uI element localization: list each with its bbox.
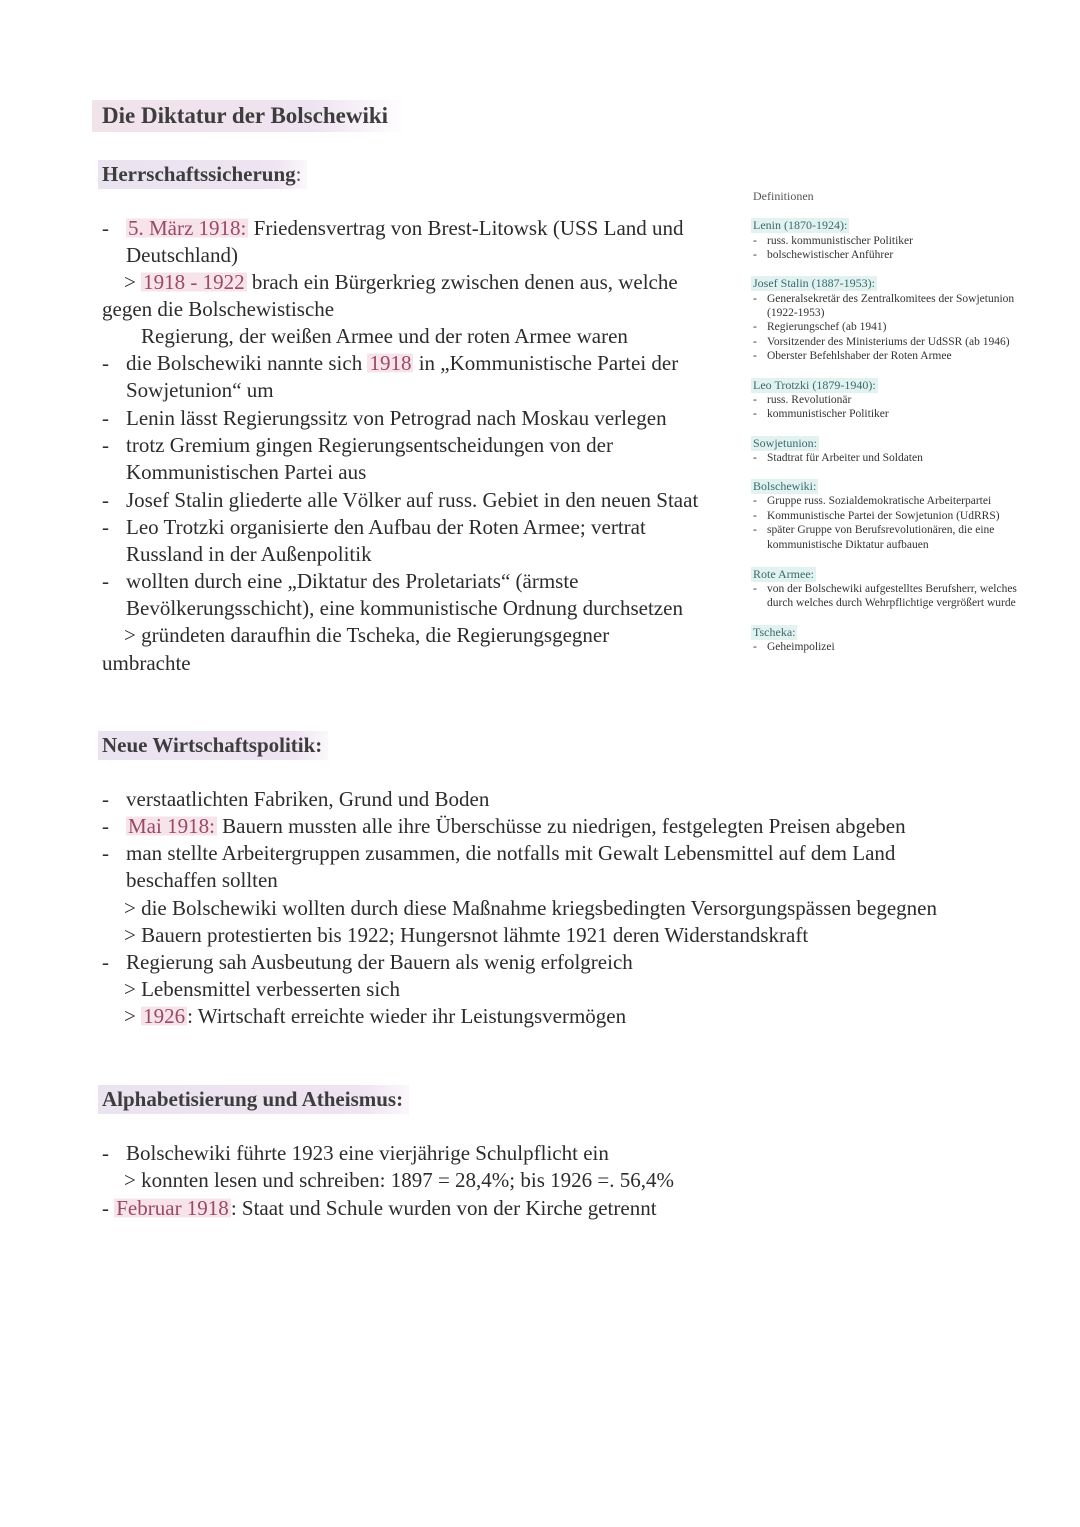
- bullet-dash: -: [102, 569, 109, 593]
- definition-heading-lenin: Lenin (1870-1924):: [753, 218, 848, 232]
- definition-heading-sowjetunion: Sowjetunion:: [753, 436, 818, 450]
- sub-item: > Bauern protestierten bis 1922; Hungersnot lähmte 1921 deren Widerstandskraft: [124, 923, 809, 947]
- definition-heading-tscheka: Tscheka:: [753, 625, 796, 639]
- date-highlight: Februar 1918: [116, 1196, 229, 1220]
- definition-item: bolschewistischer Anführer: [767, 249, 894, 261]
- bullet-dash: -: [753, 321, 757, 333]
- heading-colon: :: [295, 162, 302, 186]
- definition-item: Stadtrat für Arbeiter und Soldaten: [767, 452, 923, 464]
- bullet-dash: -: [753, 641, 757, 653]
- bullet-dash: -: [753, 495, 757, 507]
- list-item-text: Bauern mussten alle ihre Überschüsse zu niedrigen, festgelegten Preisen abgeben: [216, 814, 906, 838]
- bullet-dash: -: [753, 336, 757, 348]
- definition-heading-rote-armee: Rote Armee:: [753, 567, 814, 581]
- list-item-continuation: Sowjetunion“ um: [126, 378, 274, 402]
- section-heading-herrschaftssicherung: [98, 160, 307, 189]
- sub-item: > Lebensmittel verbesserten sich: [124, 977, 401, 1001]
- list-item-continuation: Kommunistischen Partei aus: [126, 460, 367, 484]
- definition-item: Gruppe russ. Sozialdemokratische Arbeiterpartei: [767, 495, 992, 507]
- sub-item-continuation: gegen die Bolschewistische: [102, 297, 335, 321]
- list-item-continuation: Bevölkerungsschicht), eine kommunistische Ordnung durchsetzen: [126, 596, 683, 620]
- sub-item-continuation: Regierung, der weißen Armee und der roten Armee waren: [141, 324, 628, 348]
- definition-item: russ. Revolutionär: [767, 394, 852, 406]
- list-item-continuation: Deutschland): [126, 243, 238, 267]
- bullet-dash: -: [102, 488, 109, 512]
- date-highlight: 1918: [369, 351, 412, 375]
- list-item: [126, 350, 678, 377]
- list-item-text: die Bolschewiki nannte sich: [126, 351, 368, 375]
- definition-item: russ. kommunistischer Politiker: [767, 235, 913, 247]
- list-item-continuation: Russland in der Außenpolitik: [126, 542, 372, 566]
- bullet-dash: -: [102, 216, 109, 240]
- list-item: Josef Stalin gliederte alle Völker auf russ. Gebiet in den neuen Staat: [126, 488, 699, 512]
- bullet-dash: -: [753, 583, 757, 595]
- bullet-dash: -: [753, 510, 757, 522]
- definition-item: Generalsekretär des Zentralkomitees der Sowjetunion: [767, 293, 1015, 305]
- bullet-dash: -: [753, 408, 757, 420]
- list-item: Bolschewiki führte 1923 eine vierjährige Schulpflicht ein: [126, 1141, 609, 1165]
- sub-item-continuation: umbrachte: [102, 651, 191, 675]
- list-item: Leo Trotzki organisierte den Aufbau der Roten Armee; vertrat: [126, 515, 646, 539]
- bullet-dash: -: [102, 787, 109, 811]
- list-item-text: Friedensvertrag von Brest-Litowsk (USS Land und: [248, 216, 684, 240]
- definition-item: Vorsitzender des Ministeriums der UdSSR (ab 1946): [767, 336, 1010, 348]
- bullet-dash: -: [102, 814, 109, 838]
- bullet-dash: -: [102, 841, 109, 865]
- bullet-dash: -: [753, 249, 757, 261]
- bullet-dash: -: [753, 350, 757, 362]
- sub-item: [124, 1003, 626, 1030]
- bullet-dash: -: [102, 515, 109, 539]
- definition-item: Geheimpolizei: [767, 641, 835, 653]
- definition-item: später Gruppe von Berufsrevolutionären, die eine: [767, 524, 995, 536]
- section-heading-alphabetisierung: Alphabetisierung und Atheismus:: [98, 1085, 409, 1114]
- bullet-dash: -: [102, 950, 109, 974]
- bullet-dash: -: [102, 1141, 109, 1165]
- list-item-text: : Staat und Schule wurden von der Kirche getrennt: [230, 1196, 657, 1220]
- bullet-dash: -: [753, 394, 757, 406]
- sub-item-text: brach ein Bürgerkrieg zwischen denen aus, welche: [246, 270, 678, 294]
- bullet-dash: -: [102, 351, 109, 375]
- definition-heading-trotzki: Leo Trotzki (1879-1940):: [753, 378, 876, 392]
- arrow-marker: >: [124, 1004, 142, 1028]
- definition-item: (1922-1953): [767, 307, 825, 319]
- date-highlight: 1918 - 1922: [143, 270, 245, 294]
- list-item: trotz Gremium gingen Regierungsentscheidungen von der: [126, 433, 613, 457]
- sub-item-text: : Wirtschaft erreichte wieder ihr Leistungsvermögen: [187, 1004, 627, 1028]
- list-item: [126, 215, 684, 242]
- list-item: verstaatlichten Fabriken, Grund und Boden: [126, 787, 490, 811]
- sub-item: > die Bolschewiki wollten durch diese Maßnahme kriegsbedingten Versorgungspässen begegnen: [124, 896, 937, 920]
- bullet-dash: -: [753, 293, 757, 305]
- sub-item: > konnten lesen und schreiben: 1897 = 28,4%; bis 1926 =. 56,4%: [124, 1168, 674, 1192]
- sub-item: > gründeten daraufhin die Tscheka, die Regierungsgegner: [124, 623, 610, 647]
- sub-item: [124, 269, 678, 296]
- definition-item: Regierungschef (ab 1941): [767, 321, 887, 333]
- page-title: Die Diktatur der Bolschewiki: [92, 100, 406, 132]
- definition-item: kommunistische Diktatur aufbauen: [767, 539, 929, 551]
- list-item: [126, 813, 906, 840]
- list-item-text: in „Kommunistische Partei der: [413, 351, 679, 375]
- date-highlight: 1926: [143, 1004, 186, 1028]
- definition-heading-bolschewiki: Bolschewiki:: [753, 479, 817, 493]
- bullet-dash: -: [102, 1196, 115, 1220]
- bullet-dash: -: [102, 433, 109, 457]
- definition-item: Kommunistische Partei der Sowjetunion (UdRRS): [767, 510, 1000, 522]
- definition-item: kommunistischer Politiker: [767, 408, 889, 420]
- bullet-dash: -: [753, 452, 757, 464]
- list-item: Lenin lässt Regierungssitz von Petrograd nach Moskau verlegen: [126, 406, 667, 430]
- list-item: man stellte Arbeitergruppen zusammen, die notfalls mit Gewalt Lebensmittel auf dem Land: [126, 841, 896, 865]
- bullet-dash: -: [753, 524, 757, 536]
- definitions-title: Definitionen: [753, 189, 814, 203]
- arrow-marker: >: [124, 270, 142, 294]
- definition-item: Oberster Befehlshaber der Roten Armee: [767, 350, 952, 362]
- definition-item: von der Bolschewiki aufgestelltes Berufsherr, welches: [767, 583, 1017, 595]
- list-item: wollten durch eine „Diktatur des Proletariats“ (ärmste: [126, 569, 579, 593]
- bullet-dash: -: [753, 235, 757, 247]
- list-item: Regierung sah Ausbeutung der Bauern als wenig erfolgreich: [126, 950, 633, 974]
- heading-text: Herrschaftssicherung: [102, 162, 296, 186]
- date-highlight: Mai 1918:: [128, 814, 215, 838]
- list-item-continuation: beschaffen sollten: [126, 868, 278, 892]
- definition-item: durch welches durch Wehrpflichtige vergrößert wurde: [767, 597, 1016, 609]
- date-highlight: 5. März 1918:: [128, 216, 247, 240]
- list-item: [102, 1195, 657, 1222]
- definition-heading-stalin: Josef Stalin (1887-1953):: [753, 276, 875, 290]
- bullet-dash: -: [102, 406, 109, 430]
- section-heading-neue-wirtschaftspolitik: Neue Wirtschaftspolitik:: [98, 731, 328, 760]
